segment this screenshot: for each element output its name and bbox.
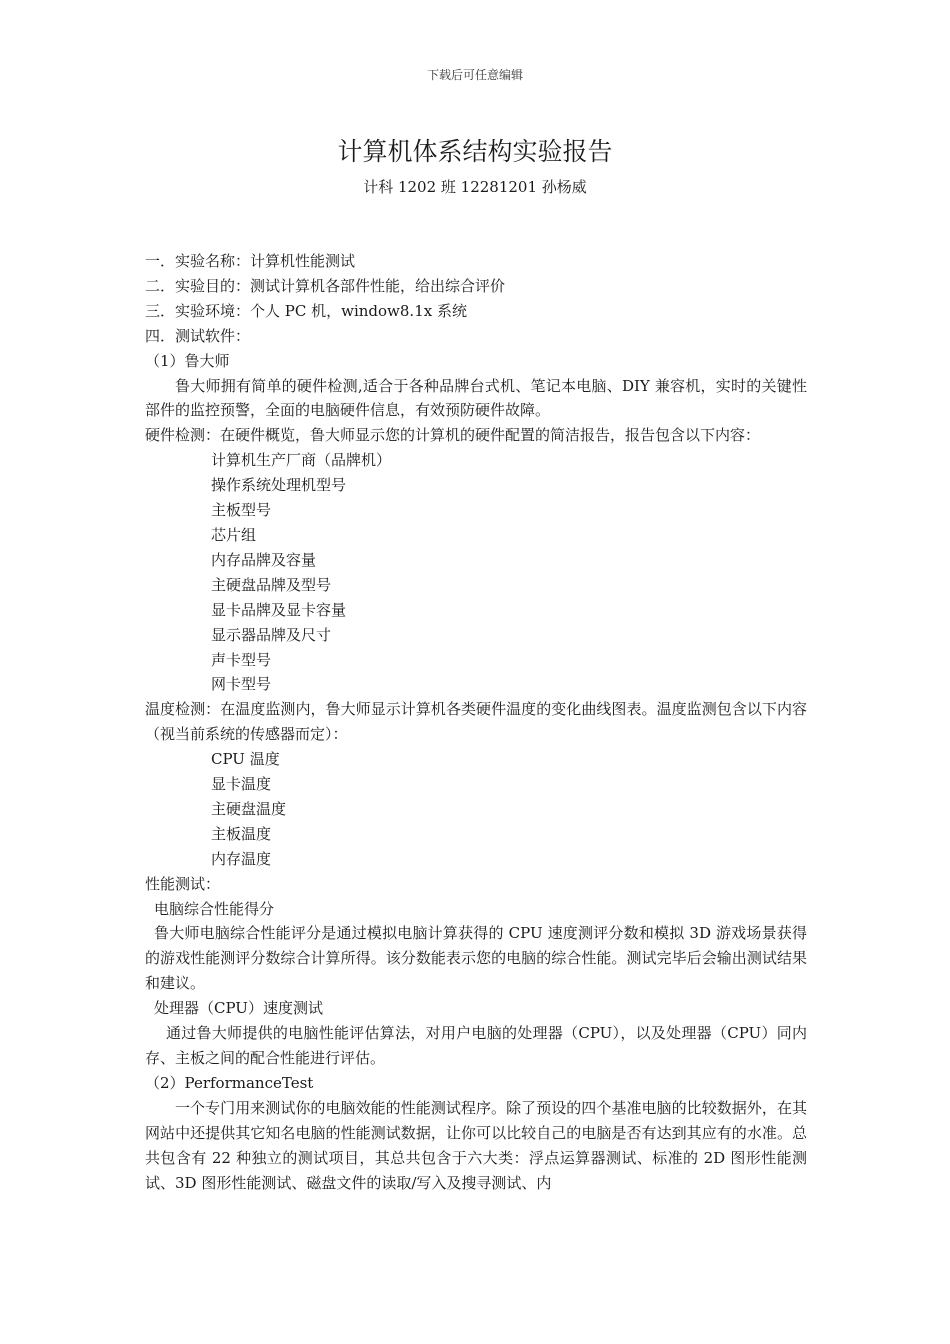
list-item: 计算机生产厂商（品牌机）	[211, 451, 392, 470]
temp-item-list	[145, 747, 807, 872]
list-item: 声卡型号	[211, 650, 272, 669]
list-item: 主硬盘温度	[211, 799, 287, 818]
report-subtitle: 计科 1202 班 12281201 孙杨威	[363, 178, 587, 196]
list-item: 显卡温度	[211, 775, 272, 794]
section-3: 三．实验环境：个人 PC 机，window8.1x 系统	[145, 301, 467, 320]
ludashi-intro: 鲁大师拥有简单的硬件检测,适合于各种品牌台式机、笔记本电脑、DIY 兼容机，实时的关键性部件的监控预警，全面的电脑硬件信息，有效预防硬件故障。	[145, 376, 807, 420]
cpu-test-heading: 处理器（CPU）速度测试	[154, 999, 323, 1018]
perftest-paragraph: 一个专门用来测试你的电脑效能的性能测试程序。除了预设的四个基准电脑的比较数据外，在其网站中还提供其它知名电脑的性能测试数据，让你可以比较自己的电脑是否有达到其应有的水准。总共包含有 22 种独立的测试项目，其总共包含于六大类：浮点运算器测试、标准的 2D 图形性能测试、3D 图形性能测试、磁盘文件的读取/写入及搜寻测试、内	[145, 1098, 807, 1192]
temp-check-paragraph: 温度检测：在温度监测内，鲁大师显示计算机各类硬件温度的变化曲线图表。温度监测包含以下内容（视当前系统的传感器而定）：	[145, 700, 807, 744]
list-item: CPU 温度	[211, 750, 280, 769]
report-body	[145, 249, 807, 1195]
list-item: 内存品牌及容量	[211, 550, 317, 569]
list-item: 操作系统处理机型号	[211, 476, 347, 495]
section-2: 二．实验目的：测试计算机各部件性能，给出综合评价	[145, 276, 506, 295]
section-1: 一．实验名称：计算机性能测试	[145, 252, 356, 270]
perftest-heading: （2）PerformanceTest	[145, 1073, 314, 1092]
hw-item-list	[145, 448, 807, 697]
list-item: 主板型号	[211, 501, 272, 520]
perf-score-paragraph: 鲁大师电脑综合性能评分是通过模拟电脑计算获得的 CPU 速度测评分数和模拟 3D 游戏场景获得的游戏性能测评分数综合计算所得。该分数能表示您的电脑的综合性能。测试完毕后会输出测试结果和建议。	[145, 924, 807, 993]
list-item: 主硬盘品牌及型号	[211, 575, 332, 594]
perf-score-heading: 电脑综合性能得分	[154, 899, 275, 918]
header-note: 下载后可任意编辑	[426, 68, 523, 82]
report-title: 计算机体系结构实验报告	[337, 137, 613, 166]
perf-heading: 性能测试：	[145, 874, 221, 893]
section-4: 四．测试软件：	[145, 326, 251, 345]
hw-check-paragraph: 硬件检测：在硬件概览，鲁大师显示您的计算机的硬件配置的简洁报告，报告包含以下内容：	[145, 426, 761, 445]
list-item: 内存温度	[211, 849, 272, 868]
list-item: 主板温度	[211, 824, 272, 843]
list-item: 显示器品牌及尺寸	[211, 625, 332, 644]
ludashi-heading: （1）鲁大师	[145, 351, 230, 370]
cpu-test-paragraph: 通过鲁大师提供的电脑性能评估算法，对用户电脑的处理器（CPU），以及处理器（CPU）同内存、主板之间的配合性能进行评估。	[145, 1024, 807, 1067]
list-item: 显卡品牌及显卡容量	[211, 600, 347, 619]
list-item: 芯片组	[211, 525, 257, 544]
list-item: 网卡型号	[211, 675, 272, 694]
